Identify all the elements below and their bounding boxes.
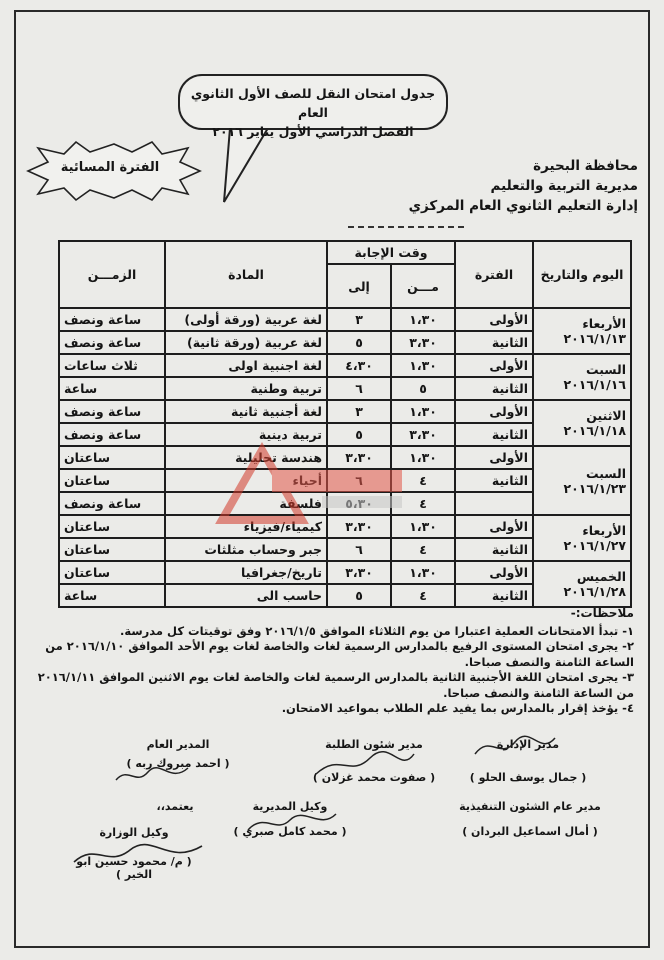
subject-cell: هندسة تحليلية bbox=[165, 446, 327, 469]
period-cell: الأولى bbox=[455, 561, 533, 584]
time-from-cell: ٤ bbox=[391, 492, 455, 515]
day-date-cell bbox=[533, 515, 631, 561]
title-line-2: الفصل الدراسي الأول يناير ٢٠١٦ bbox=[212, 124, 414, 139]
exam-date: ٢٠١٦/١/٢٨ bbox=[563, 584, 627, 599]
signature-executive-affairs bbox=[440, 800, 620, 838]
general-manager-title: المدير العام bbox=[146, 738, 210, 751]
time-from-cell: ٣،٣٠ bbox=[391, 423, 455, 446]
time-to-cell: ٣،٣٠ bbox=[327, 561, 391, 584]
time-to-cell: ٣،٣٠ bbox=[327, 515, 391, 538]
subject-cell: جبر وحساب مثلثات bbox=[165, 538, 327, 561]
exam-date: ٢٠١٦/١/٢٣ bbox=[563, 480, 627, 496]
subject-cell: لغة عربية (ورقة ثانية) bbox=[165, 331, 327, 354]
day-name: الأربعاء bbox=[582, 316, 627, 331]
exam-date: ٢٠١٦/١/١٦ bbox=[563, 377, 627, 392]
student-affairs-title: مدير شئون الطلبة bbox=[325, 738, 423, 751]
authority-governorate: محافظة البحيرة bbox=[533, 158, 638, 174]
day-name: الأربعاء bbox=[582, 523, 627, 538]
subject-cell: تربية وطنية bbox=[165, 377, 327, 400]
day-date-cell bbox=[533, 561, 631, 607]
time-from-cell: ١،٣٠ bbox=[391, 354, 455, 377]
time-to-cell: ٦ bbox=[327, 377, 391, 400]
duration-cell: ساعة bbox=[59, 584, 165, 607]
general-manager-name: ( احمد مبروك ربه ) bbox=[126, 757, 230, 770]
note-item-4: ٤- يؤخذ إقرار بالمدارس بما يفيد علم الطلاب بمواعيد الامتحان. bbox=[281, 701, 634, 715]
period-cell: الأولى bbox=[455, 515, 533, 538]
period-cell: الأولى bbox=[455, 446, 533, 469]
executive-affairs-title: مدير عام الشئون التنفيذية bbox=[459, 800, 601, 813]
subject-cell: لغة اجنبية اولى bbox=[165, 354, 327, 377]
subject-cell: كيمياء/فيزياء bbox=[165, 515, 327, 538]
handwritten-signature-icon bbox=[310, 744, 420, 784]
authority-directorate: مديرية التربية والتعليم bbox=[490, 178, 638, 194]
subject-cell: لغة أجنبية ثانية bbox=[165, 400, 327, 423]
time-from-cell: ١،٣٠ bbox=[391, 400, 455, 423]
time-from-cell: ١،٣٠ bbox=[391, 515, 455, 538]
approval-label: يعتمد،، bbox=[156, 800, 194, 813]
exam-schedule-table bbox=[58, 240, 632, 608]
time-to-cell: ٥ bbox=[327, 584, 391, 607]
duration-cell: ساعة ونصف bbox=[59, 400, 165, 423]
authority-administration: إدارة التعليم الثانوي العام المركزي bbox=[408, 198, 638, 214]
header-from: مـــن bbox=[391, 264, 455, 308]
admin-director-title: مدير الإدارة bbox=[496, 738, 560, 751]
period-cell: الثانية bbox=[455, 377, 533, 400]
note-item-3: ٣- يجرى امتحان اللغة الأجنبية الثانية بالمدارس الرسمية لغات والخاصة لغات يوم الاثنين الموافق ٢٠١٦/١/١١ من الساعة الثامنة والنصف صباحا. bbox=[37, 670, 634, 700]
period-cell: الثانية bbox=[455, 331, 533, 354]
time-from-cell: ١،٣٠ bbox=[391, 446, 455, 469]
deputy-minister-name: ( م/ محمود حسين ابو الخير ) bbox=[76, 855, 192, 881]
notes-section bbox=[24, 606, 634, 717]
duration-cell: ساعتان bbox=[59, 446, 165, 469]
day-date-cell bbox=[533, 308, 631, 354]
notes-heading: ملاحظات:- bbox=[570, 606, 634, 620]
title-line-1: جدول امتحان النقل للصف الأول الثانوي العام bbox=[190, 86, 436, 120]
day-name: الاثنين bbox=[586, 408, 627, 423]
time-to-cell: ٥ bbox=[327, 423, 391, 446]
header-to: إلى bbox=[327, 264, 391, 308]
duration-cell: ساعتان bbox=[59, 515, 165, 538]
duration-cell: ساعة ونصف bbox=[59, 423, 165, 446]
time-to-cell: ٣ bbox=[327, 308, 391, 331]
watermark-logo-icon bbox=[202, 440, 412, 530]
header-answer-time: وقت الإجابة bbox=[327, 241, 455, 264]
admin-director-name: ( جمال يوسف الحلو ) bbox=[469, 771, 587, 784]
subject-cell: لغة عربية (ورقة أولى) bbox=[165, 308, 327, 331]
duration-cell: ساعة bbox=[59, 377, 165, 400]
duration-cell: ساعتان bbox=[59, 469, 165, 492]
time-from-cell: ٣،٣٠ bbox=[391, 331, 455, 354]
table-row bbox=[59, 400, 631, 423]
duration-cell: ثلاث ساعات bbox=[59, 354, 165, 377]
note-item-1: ١- تبدأ الامتحانات العملية اعتبارا من يوم الثلاثاء الموافق ٢٠١٦/١/٥ وفق توقيتات كل مدرسة. bbox=[120, 623, 634, 638]
subject-cell: حاسب الى bbox=[165, 584, 327, 607]
period-cell: الثانية bbox=[455, 469, 533, 492]
time-from-cell: ٤ bbox=[391, 469, 455, 492]
handwritten-signature-icon bbox=[68, 838, 208, 870]
title-bubble bbox=[178, 74, 448, 139]
table-row bbox=[59, 354, 631, 377]
subject-cell: تربية دينية bbox=[165, 423, 327, 446]
day-date-cell bbox=[533, 446, 631, 515]
duration-cell: ساعة ونصف bbox=[59, 492, 165, 515]
day-name: الخميس bbox=[576, 569, 627, 584]
duration-cell: ساعتان bbox=[59, 561, 165, 584]
period-cell: الأولى bbox=[455, 400, 533, 423]
period-cell: الثانية bbox=[455, 423, 533, 446]
time-from-cell: ١،٣٠ bbox=[391, 308, 455, 331]
executive-affairs-name: ( أمال اسماعيل البردان ) bbox=[462, 825, 598, 838]
table-row bbox=[59, 308, 631, 331]
period-cell: الأولى bbox=[455, 354, 533, 377]
duration-cell: ساعة ونصف bbox=[59, 331, 165, 354]
period-cell: الثانية bbox=[455, 538, 533, 561]
day-name: السبت bbox=[585, 465, 627, 481]
deputy-directorate-title: وكيل المديرية bbox=[252, 800, 328, 813]
period-cell: الأولى bbox=[455, 308, 533, 331]
header-day-date: اليوم والتاريخ bbox=[533, 241, 631, 308]
day-name: السبت bbox=[585, 362, 627, 377]
deputy-directorate-name: ( محمد كامل صبري ) bbox=[233, 825, 347, 838]
handwritten-signature-icon bbox=[112, 760, 192, 790]
time-from-cell: ٥ bbox=[391, 377, 455, 400]
period-badge: الفترة المسائية bbox=[60, 160, 160, 175]
duration-cell: ساعة ونصف bbox=[59, 308, 165, 331]
authority-header bbox=[378, 156, 638, 216]
time-to-cell: ٣،٣٠ bbox=[327, 446, 391, 469]
subject-cell: تاريخ/جغرافيا bbox=[165, 561, 327, 584]
day-date-cell bbox=[533, 400, 631, 446]
header-duration: الزمـــن bbox=[59, 241, 165, 308]
subject-cell: فلسفة bbox=[165, 492, 327, 515]
header-period: الفترة bbox=[455, 241, 533, 308]
time-to-cell: ٤،٣٠ bbox=[327, 354, 391, 377]
time-to-cell: ٥ bbox=[327, 331, 391, 354]
time-to-cell: ٣ bbox=[327, 400, 391, 423]
note-item-2: ٢- يجرى امتحان المستوى الرفيع بالمدارس الرسمية لغات والخاصة لغات يوم الأحد الموافق ٢٠١٦/١/١٠ من الساعة الثامنة والنصف صباحا. bbox=[45, 639, 634, 669]
time-from-cell: ١،٣٠ bbox=[391, 561, 455, 584]
header-divider bbox=[348, 226, 464, 228]
handwritten-signature-icon bbox=[470, 732, 560, 762]
handwritten-signature-icon bbox=[242, 808, 342, 838]
header-subject: المادة bbox=[165, 241, 327, 308]
time-from-cell: ٤ bbox=[391, 538, 455, 561]
time-to-cell: ٦ bbox=[327, 538, 391, 561]
exam-date: ٢٠١٦/١/٢٧ bbox=[563, 538, 627, 553]
exam-date: ٢٠١٦/١/١٣ bbox=[563, 331, 627, 346]
deputy-minister-title: وكيل الوزارة bbox=[99, 826, 169, 839]
student-affairs-name: ( صفوت محمد غزلان ) bbox=[312, 771, 436, 784]
table-row bbox=[59, 561, 631, 584]
period-cell bbox=[455, 492, 533, 515]
day-date-cell bbox=[533, 354, 631, 400]
period-cell: الثانية bbox=[455, 584, 533, 607]
time-from-cell: ٤ bbox=[391, 584, 455, 607]
exam-date: ٢٠١٦/١/١٨ bbox=[563, 423, 627, 438]
duration-cell: ساعتان bbox=[59, 538, 165, 561]
